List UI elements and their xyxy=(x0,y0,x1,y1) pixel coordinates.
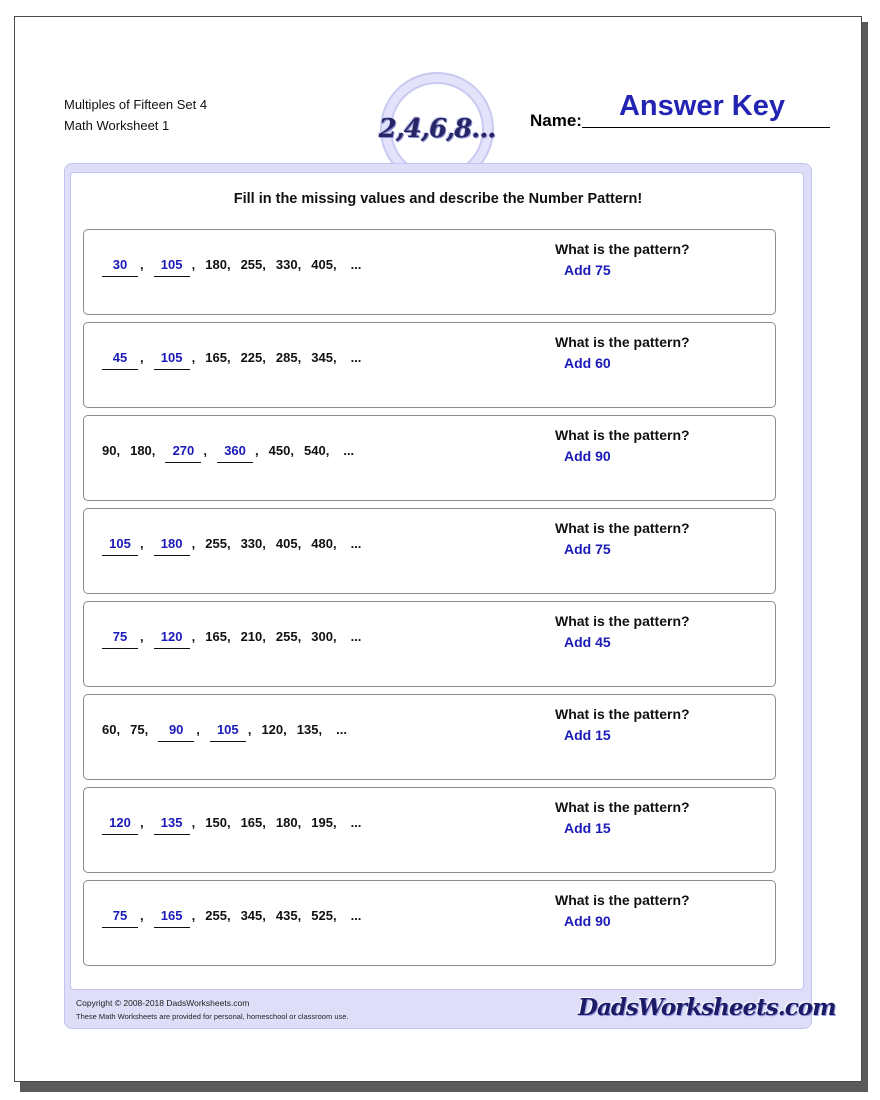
pattern-answer: Add 60 xyxy=(564,355,611,371)
sequence-term: 60, xyxy=(102,722,121,737)
answer-key-title: Answer Key xyxy=(618,90,785,122)
sequence-term: 165, xyxy=(240,815,266,830)
filled-answer: 180 xyxy=(154,536,190,556)
term-value: 330 xyxy=(240,536,263,551)
term-value: 435 xyxy=(275,908,298,923)
sequence-term: 405, xyxy=(275,536,302,551)
sequence-term: 300, xyxy=(311,629,337,644)
sequence-term: 180, xyxy=(130,443,156,458)
logo-text: 2,4,6,8... xyxy=(378,114,496,144)
pattern-question: What is the pattern? xyxy=(555,892,690,908)
problem-box xyxy=(83,601,776,687)
number-sequence xyxy=(102,908,371,932)
sequence-term: 345, xyxy=(240,908,266,923)
number-sequence xyxy=(102,257,371,281)
term-value: 165 xyxy=(205,629,227,644)
term-value: 210 xyxy=(240,629,263,644)
blank-term: 360 , xyxy=(217,443,259,463)
number-sequence xyxy=(102,815,371,839)
usage-notice: These Math Worksheets are provided for personal, homeschool or classroom use. xyxy=(76,1012,349,1021)
filled-answer: 30 xyxy=(102,257,138,277)
term-value: 525 xyxy=(311,908,333,923)
blank-term: 120 , xyxy=(102,815,144,835)
pattern-question: What is the pattern? xyxy=(555,706,690,722)
sequence-term: 330, xyxy=(275,257,302,272)
term-value: 255 xyxy=(275,629,298,644)
term-value: 255 xyxy=(205,536,227,551)
problem-box xyxy=(83,322,776,408)
filled-answer: 105 xyxy=(154,350,190,370)
sequence-term: 225, xyxy=(240,350,266,365)
sequence-term: 135, xyxy=(296,722,323,737)
sequence-term: 180, xyxy=(275,815,302,830)
sequence-ellipsis: ... xyxy=(350,908,362,923)
pattern-answer: Add 15 xyxy=(564,820,611,836)
sequence-term: 345, xyxy=(311,350,337,365)
term-value: 180 xyxy=(205,257,227,272)
sequence-ellipsis: ... xyxy=(343,443,355,458)
sequence-term: 195, xyxy=(311,815,337,830)
sequence-ellipsis: ... xyxy=(350,257,362,272)
filled-answer: 270 xyxy=(165,443,201,463)
blank-term: 90 , xyxy=(158,722,200,742)
pattern-answer: Add 90 xyxy=(564,913,611,929)
filled-answer: 120 xyxy=(154,629,190,649)
sequence-term: 180, xyxy=(205,257,231,272)
term-value: 345 xyxy=(311,350,333,365)
pattern-answer: Add 75 xyxy=(564,541,611,557)
term-value: 345 xyxy=(240,908,263,923)
sequence-ellipsis: ... xyxy=(350,350,362,365)
term-value: 60 xyxy=(102,722,117,737)
sequence-term: 255, xyxy=(275,629,302,644)
blank-term: 45 , xyxy=(102,350,144,370)
pattern-answer: Add 90 xyxy=(564,448,611,464)
pattern-question: What is the pattern? xyxy=(555,241,690,257)
term-value: 180 xyxy=(130,443,152,458)
name-label: Name: xyxy=(530,111,582,130)
copyright-text: Copyright © 2008-2018 DadsWorksheets.com xyxy=(76,998,250,1008)
term-value: 480 xyxy=(311,536,333,551)
term-value: 225 xyxy=(240,350,263,365)
sequence-ellipsis: ... xyxy=(350,536,362,551)
sequence-term: 255, xyxy=(240,257,266,272)
pattern-question: What is the pattern? xyxy=(555,799,690,815)
sequence-term: 330, xyxy=(240,536,266,551)
blank-term: 180 , xyxy=(154,536,196,556)
term-value: 75 xyxy=(130,722,145,737)
term-value: 450 xyxy=(268,443,291,458)
number-sequence xyxy=(102,629,371,653)
sequence-term: 165, xyxy=(205,629,231,644)
number-sequence xyxy=(102,443,364,467)
term-value: 540 xyxy=(304,443,326,458)
blank-term: 135 , xyxy=(154,815,196,835)
sequence-term: 120, xyxy=(261,722,287,737)
problem-box xyxy=(83,787,776,873)
filled-answer: 45 xyxy=(102,350,138,370)
filled-answer: 120 xyxy=(102,815,138,835)
filled-answer: 105 xyxy=(210,722,246,742)
blank-term: 105 , xyxy=(154,257,196,277)
sequence-term: 480, xyxy=(311,536,337,551)
filled-answer: 165 xyxy=(154,908,190,928)
blank-term: 105 , xyxy=(154,350,196,370)
sequence-term: 210, xyxy=(240,629,266,644)
pattern-question: What is the pattern? xyxy=(555,427,690,443)
sequence-term: 540, xyxy=(304,443,330,458)
sequence-term: 150, xyxy=(205,815,231,830)
term-value: 255 xyxy=(205,908,227,923)
sequence-term: 525, xyxy=(311,908,337,923)
pattern-answer: Add 75 xyxy=(564,262,611,278)
sequence-ellipsis: ... xyxy=(336,722,347,737)
term-value: 405 xyxy=(275,536,298,551)
filled-answer: 75 xyxy=(102,908,138,928)
instructions: Fill in the missing values and describe the Number Pattern! xyxy=(233,191,643,207)
term-value: 180 xyxy=(275,815,298,830)
sequence-term: 450, xyxy=(268,443,294,458)
filled-answer: 105 xyxy=(154,257,190,277)
blank-term: 270 , xyxy=(165,443,207,463)
problem-box xyxy=(83,415,776,501)
brand-logo: DadsWorksheets.com xyxy=(578,994,836,1021)
term-value: 150 xyxy=(205,815,227,830)
number-sequence xyxy=(102,350,371,374)
problem-box xyxy=(83,694,776,780)
sequence-ellipsis: ... xyxy=(350,815,362,830)
problem-box xyxy=(83,880,776,966)
term-value: 90 xyxy=(102,443,117,458)
sequence-term: 90, xyxy=(102,443,121,458)
pattern-question: What is the pattern? xyxy=(555,520,690,536)
sequence-term: 255, xyxy=(205,536,231,551)
term-value: 285 xyxy=(275,350,298,365)
term-value: 300 xyxy=(311,629,333,644)
number-sequence xyxy=(102,722,357,746)
term-value: 195 xyxy=(311,815,333,830)
sequence-ellipsis: ... xyxy=(350,629,362,644)
term-value: 120 xyxy=(261,722,284,737)
problem-box xyxy=(83,508,776,594)
sequence-term: 255, xyxy=(205,908,231,923)
pattern-answer: Add 15 xyxy=(564,727,611,743)
logo-inner-circle xyxy=(378,82,496,176)
blank-term: 30 , xyxy=(102,257,144,277)
filled-answer: 135 xyxy=(154,815,190,835)
term-value: 165 xyxy=(205,350,227,365)
problem-box xyxy=(83,229,776,315)
sequence-term: 435, xyxy=(275,908,302,923)
pattern-question: What is the pattern? xyxy=(555,613,690,629)
sequence-term: 165, xyxy=(205,350,231,365)
name-underline xyxy=(582,127,830,128)
filled-answer: 360 xyxy=(217,443,253,463)
term-value: 165 xyxy=(240,815,263,830)
sequence-term: 405, xyxy=(311,257,337,272)
filled-answer: 105 xyxy=(102,536,138,556)
worksheet-title: Multiples of Fifteen Set 4 xyxy=(64,97,208,112)
term-value: 135 xyxy=(296,722,319,737)
pattern-question: What is the pattern? xyxy=(555,334,690,350)
number-sequence xyxy=(102,536,371,560)
blank-term: 75 , xyxy=(102,629,144,649)
term-value: 405 xyxy=(311,257,333,272)
filled-answer: 75 xyxy=(102,629,138,649)
blank-term: 120 , xyxy=(154,629,196,649)
sequence-term: 75, xyxy=(130,722,149,737)
blank-term: 75 , xyxy=(102,908,144,928)
term-value: 255 xyxy=(240,257,263,272)
sequence-term: 285, xyxy=(275,350,302,365)
filled-answer: 90 xyxy=(158,722,194,742)
worksheet-subtitle: Math Worksheet 1 xyxy=(64,118,170,133)
blank-term: 105 , xyxy=(102,536,144,556)
pattern-answer: Add 45 xyxy=(564,634,611,650)
blank-term: 105 , xyxy=(210,722,252,742)
term-value: 330 xyxy=(275,257,298,272)
blank-term: 165 , xyxy=(154,908,196,928)
